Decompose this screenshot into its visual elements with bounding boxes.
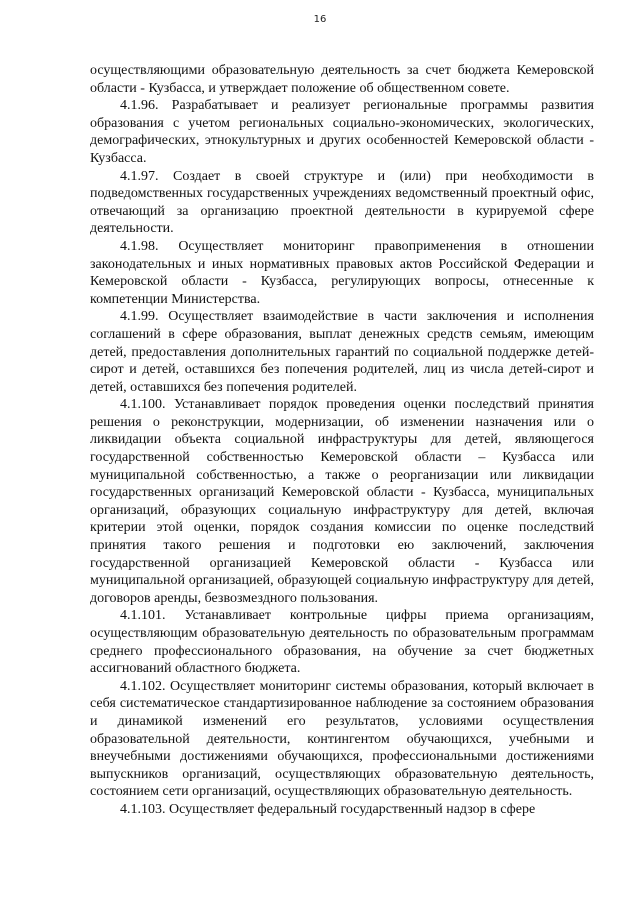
document-body <box>90 62 594 819</box>
paragraph-4-1-97: 4.1.97. Создает в своей структуре и (или) при необходимости в подведомственных государственных учреждениях ведомственный проектный офис, отвечающий за организацию проектной деятельности в курируемой сфере деятельности. <box>90 168 594 237</box>
paragraph-continuation: осуществляющими образовательную деятельность за счет бюджета Кемеровской области - Кузбасса, и утверждает положение об общественном совете. <box>90 63 594 96</box>
paragraph-4-1-103: 4.1.103. Осуществляет федеральный государственный надзор в сфере <box>120 801 536 817</box>
paragraph-4-1-100: 4.1.100. Устанавливает порядок проведения оценки последствий принятия решения о реконструкции, модернизации, об изменении назначения или о ликвидации объекта социальной инфраструктуры для детей, являющегося государственной собственностью Кемеровской области – Кузбасса или муниципальной собственностью, а также о реорганизации или ликвидации государственных организаций Кемеровской области - Кузбасса, муниципальных организаций, образующих социальную инфраструктуру для детей, включая критерии этой оценки, порядок создания комиссии по оценке последствий принятия такого решения и подготовки ею заключений, заключения государственной организацией Кемеровской области - Кузбасса или муниципальной организацией, образующей социальную инфраструктуру для детей, договоров аренды, безвозмездного пользования. <box>90 397 594 606</box>
paragraph-4-1-99: 4.1.99. Осуществляет взаимодействие в части заключения и исполнения соглашений в сфере образования, выплат денежных средств семьям, имеющим детей, предоставления дополнительных гарантий по социальной поддержке детей-сирот и детей, оставшихся без попечения родителей, лиц из числа детей-сирот и детей, оставшихся без попечения родителей. <box>90 309 594 395</box>
paragraph-4-1-102: 4.1.102. Осуществляет мониторинг системы образования, который включает в себя систематическое стандартизированное наблюдение за состоянием образования и динамикой изменений его результатов, условиями осуществления образовательной деятельности, контингентом обучающихся, учебными и внеучебными достижениями обучающихся, профессиональными достижениями выпускников организаций, осуществляющих образовательную деятельность, состоянием сети организаций, осуществляющих образовательную деятельность. <box>90 678 594 800</box>
page-number: 16 <box>313 14 327 25</box>
paragraph-4-1-101: 4.1.101. Устанавливает контрольные цифры приема организациям, осуществляющим образовательную деятельность по образовательным программам среднего профессионального образования, на обучение за счет бюджетных ассигнований областного бюджета. <box>90 608 594 677</box>
paragraph-4-1-96: 4.1.96. Разрабатывает и реализует региональные программы развития образования с учетом региональных социально-экономических, экологических, демографических, этнокультурных и других особенностей Кемеровской области - Кузбасса. <box>90 98 594 166</box>
paragraph-4-1-98: 4.1.98. Осуществляет мониторинг правоприменения в отношении законодательных и иных нормативных правовых актов Российской Федерации и Кемеровской области - Кузбасса, регулирующих вопросы, отнесенные к компетенции Министерства. <box>90 238 594 307</box>
